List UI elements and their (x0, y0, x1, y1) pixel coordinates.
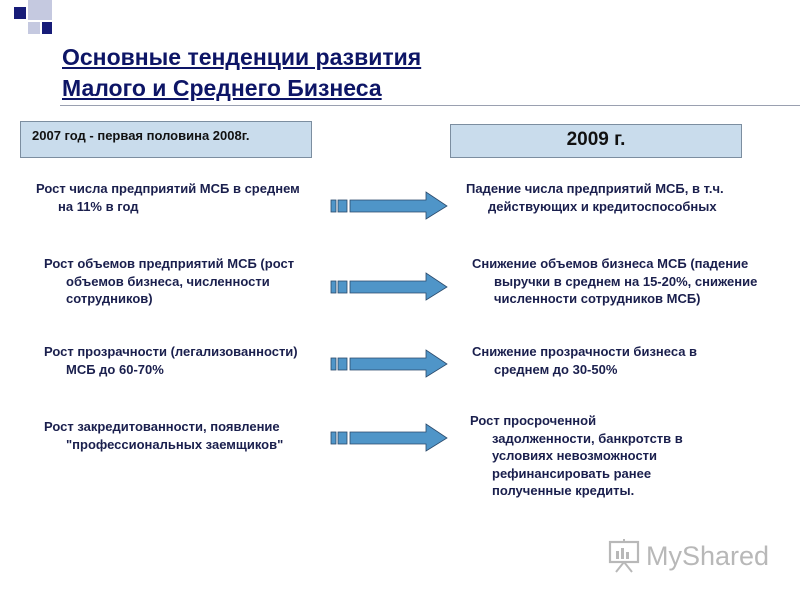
left-item-4: Рост закредитованности, появление "профессиональных заемщиков" (44, 419, 284, 452)
page-title (62, 42, 421, 104)
watermark-logo-text: MyShared (646, 541, 770, 571)
right-item-4: Рост просроченной задолженности, банкротств в условиях невозможности рефинансировать ранее полученные кредиты. (470, 413, 683, 498)
arrow-right-icon (330, 190, 450, 220)
arrow-right-icon (330, 271, 450, 301)
left-item-3: Рост прозрачности (легализованности) МСБ до 60-70% (44, 344, 298, 377)
corner-square-light (28, 22, 40, 34)
period-header-right: 2009 г. (450, 124, 742, 158)
title-line-1: Основные тенденции развития (62, 44, 422, 70)
arrow-right-icon (330, 348, 450, 378)
period-header-left: 2007 год - первая половина 2008г. (20, 121, 312, 158)
corner-square-navy (14, 7, 26, 19)
right-item-3: Снижение прозрачности бизнеса в среднем до 30-50% (472, 344, 698, 377)
right-item-2: Снижение объемов бизнеса МСБ (падение выручки в среднем на 15-20%, снижение численности сотрудников МСБ) (472, 256, 758, 306)
title-divider (60, 105, 800, 106)
presentation-board-icon (606, 538, 644, 574)
corner-square-navy (42, 22, 52, 34)
left-item-1: Рост числа предприятий МСБ в среднем на 11% в год (36, 181, 300, 214)
right-item-1: Падение числа предприятий МСБ, в т.ч. действующих и кредитоспособных (466, 181, 724, 214)
arrow-right-icon (330, 422, 450, 452)
left-item-2: Рост объемов предприятий МСБ (рост объемов бизнеса, численности сотрудников) (44, 256, 295, 306)
title-line-2: Малого и Среднего Бизнеса (62, 75, 382, 101)
corner-square-light (28, 0, 52, 20)
